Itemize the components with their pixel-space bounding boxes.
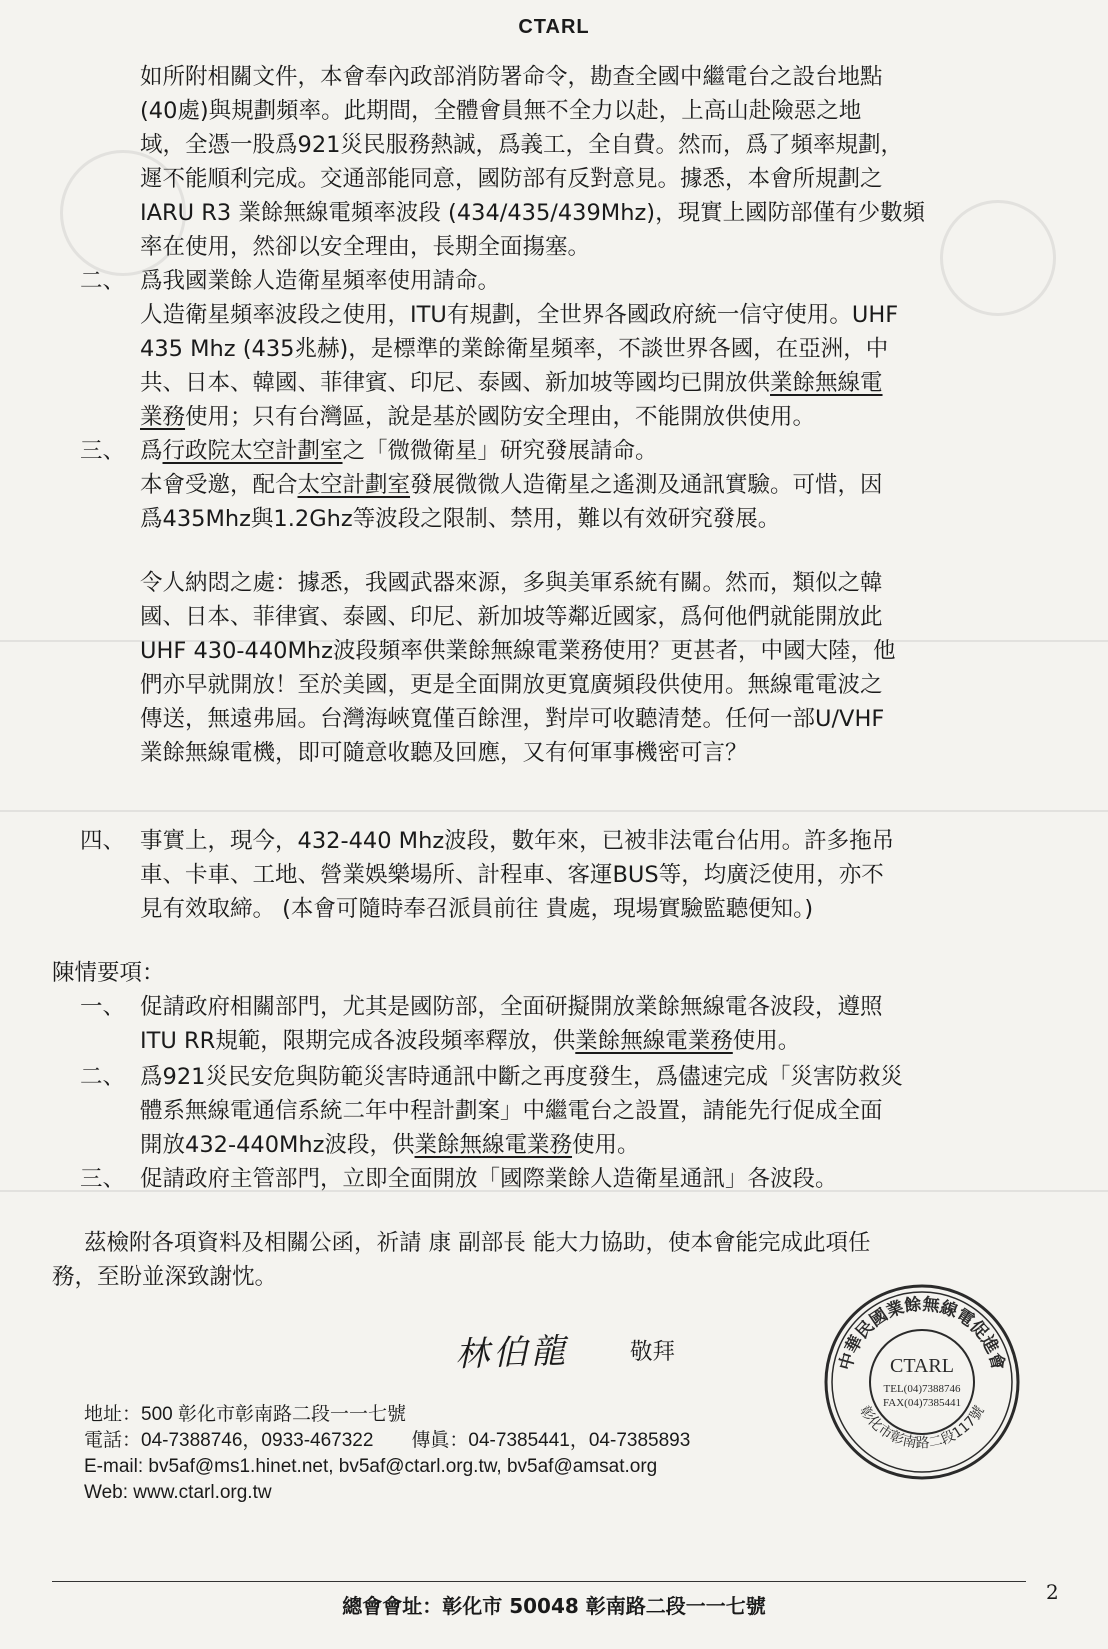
paragraph-line: 令人納悶之處：據悉，我國武器來源，多與美軍系統有關。然而，類似之韓 — [140, 570, 883, 596]
paragraph-line: 爲435Mhz與1.2Ghz等波段之限制、禁用，難以有效研究發展。 — [140, 506, 781, 532]
paragraph-line: 業餘無線電機，即可隨意收聽及回應，又有何軍事機密可言？ — [140, 740, 748, 766]
paragraph-line: 業務使用；只有台灣區，說是基於國防安全理由，不能開放供使用。 — [140, 404, 816, 430]
seal-bottom-text: 彰化市彰南路二段117號 — [856, 1403, 988, 1452]
page-number: 2 — [1046, 1580, 1059, 1604]
item-title: 爲我國業餘人造衛星頻率使用請命。 — [140, 268, 501, 294]
paragraph-line: 遲不能順利完成。交通部能同意，國防部有反對意見。據悉，本會所規劃之 — [140, 166, 883, 192]
paragraph-line: ITU RR規範，限期完成各波段頻率釋放，供業餘無線電業務使用。 — [140, 1028, 801, 1054]
bleed-through-seal — [940, 200, 1056, 316]
underlined-term: 太空計劃室 — [297, 472, 411, 498]
paragraph-line: 開放432-440Mhz波段，供業餘無線電業務使用。 — [140, 1132, 640, 1158]
item-number: 一、 — [80, 994, 126, 1020]
paragraph-line: 國、日本、菲律賓、泰國、印尼、新加坡等鄰近國家，爲何他們就能開放此 — [140, 604, 883, 630]
closing-line: 茲檢附各項資料及相關公函，祈請 康 副部長 能大力協助，使本會能完成此項任 — [84, 1230, 871, 1256]
underlined-term: 行政院太空計劃室 — [162, 438, 343, 464]
seal-tel: TEL(04)7388746 — [883, 1383, 961, 1395]
paragraph-line: 率在使用，然卻以安全理由，長期全面摥塞。 — [140, 234, 591, 260]
paragraph-line: 體系無線電通信系統二年中程計劃案」中繼電台之設置，請能先行促成全面 — [140, 1098, 883, 1124]
item-title: 爲行政院太空計劃室之「微微衛星」研究發展請命。 — [140, 438, 658, 464]
paragraph-line: 促請政府相關部門，尤其是國防部，全面研擬開放業餘無線電各波段，遵照 — [140, 994, 883, 1020]
paragraph-line: UHF 430-440Mhz波段頻率供業餘無線電業務使用？更甚者，中國大陸，他 — [140, 638, 896, 664]
item-number: 二、 — [80, 1064, 126, 1090]
footer-divider — [52, 1581, 1026, 1582]
item-number: 三、 — [80, 1166, 126, 1192]
paragraph-line: 共、日本、韓國、菲律賓、印尼、泰國、新加坡等國均已開放供業餘無線電 — [140, 370, 883, 396]
paragraph-line: 促請政府主管部門，立即全面開放「國際業餘人造衛星通訊」各波段。 — [140, 1166, 838, 1192]
petition-heading: 陳情要項： — [52, 960, 165, 986]
paragraph-line: 本會受邀，配合太空計劃室發展微微人造衛星之遙測及通訊實驗。可惜，因 — [140, 472, 883, 498]
seal-center-title: CTARL — [890, 1355, 954, 1377]
paragraph-line: 435 Mhz (435兆赫)，是標準的業餘衛星頻率，不談世界各國，在亞洲，中 — [140, 336, 889, 362]
seal-fax: FAX(04)7385441 — [882, 1397, 962, 1409]
paragraph-line: 事實上，現今，432-440 Mhz波段，數年來，已被非法電台佔用。許多拖吊 — [140, 828, 895, 854]
paragraph-line: 爲921災民安危與防範災害時通訊中斷之再度發生，爲儘速完成「災害防救災 — [140, 1064, 903, 1090]
bleed-through-rule — [0, 810, 1108, 812]
underlined-term: 業務 — [140, 404, 186, 430]
underlined-term: 業餘無線電 — [770, 370, 883, 396]
seal-center-ring — [870, 1330, 974, 1434]
paragraph-line: IARU R3 業餘無線電頻率波段 (434/435/439Mhz)，現實上國防部僅有少數頻 — [140, 200, 926, 226]
footer-address: 總會會址：彰化市 50048 彰南路二段一一七號 — [342, 1594, 766, 1618]
seal-ring-text: 中華民國業餘無線電促進會 — [835, 1294, 1009, 1373]
paragraph-line: 車、卡車、工地、營業娛樂場所、計程車、客運BUS等，均廣泛使用，亦不 — [140, 862, 884, 888]
underlined-term: 業餘無線電業務 — [575, 1028, 733, 1054]
paragraph-line: 見有效取締。 (本會可隨時奉召派員前往 貴處，現場實驗監聽便知。) — [140, 896, 814, 922]
paragraph-line: 人造衛星頻率波段之使用，ITU有規劃，全世界各國政府統一信守使用。UHF — [140, 302, 899, 328]
contact-web: Web: www.ctarl.org.tw — [84, 1482, 272, 1503]
page-header: CTARL — [518, 16, 590, 38]
handwritten-signature: 林伯龍 — [454, 1331, 570, 1375]
underlined-term: 業餘無線電業務 — [414, 1132, 573, 1158]
item-number: 四、 — [80, 828, 126, 854]
paragraph-line: 傳送，無遠弗屆。台灣海峽寬僅百餘浬，對岸可收聽清楚。任何一部U/VHF — [140, 706, 885, 732]
signature-salutation: 敬拜 — [630, 1339, 676, 1365]
paragraph-line: 如所附相關文件，本會奉內政部消防署命令，勘查全國中繼電台之設台地點 — [140, 64, 883, 90]
organization-seal-stamp — [822, 1282, 1022, 1482]
paragraph-line: (40處)與規劃頻率。此期間，全體會員無不全力以赴，上高山赴險惡之地 — [140, 98, 862, 124]
closing-line: 務，至盼並深致謝忱。 — [52, 1264, 278, 1290]
contact-phone: 電話：04-7388746，0933-467322 傳眞：04-7385441，04-7385893 — [84, 1430, 691, 1451]
paragraph-line: 域，全憑一股爲921災民服務熱誠，爲義工，全自費。然而，爲了頻率規劃， — [140, 132, 903, 158]
item-number: 三、 — [80, 438, 126, 464]
item-number: 二、 — [80, 268, 126, 294]
paragraph-line: 們亦早就開放！至於美國，更是全面開放更寬廣頻段供使用。無線電電波之 — [140, 672, 883, 698]
contact-email: E-mail: bv5af@ms1.hinet.net, bv5af@ctarl.org.tw, bv5af@amsat.org — [84, 1456, 658, 1477]
contact-address: 地址：500 彰化市彰南路二段一一七號 — [84, 1404, 406, 1425]
